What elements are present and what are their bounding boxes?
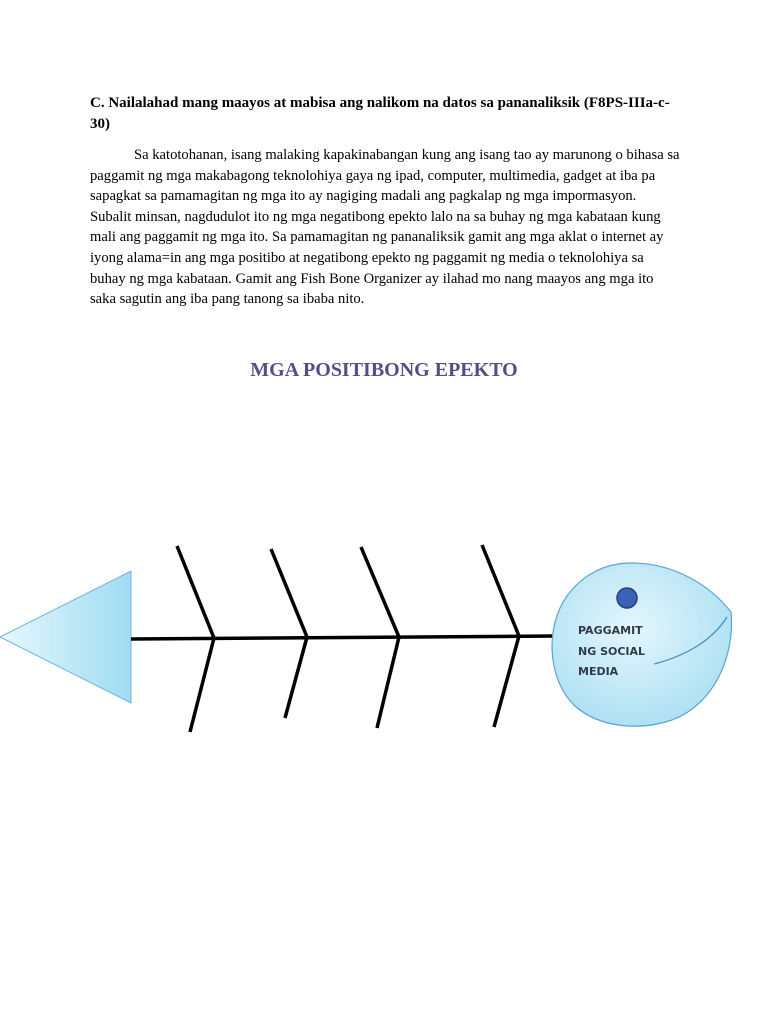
activity-heading: C. Nailalahad mang maayos at mabisa ang nalikom na datos sa pananaliksik (F8PS-IIIa-c-30) bbox=[90, 95, 670, 132]
instruction-paragraph: Sa katotohanan, isang malaking kapakinabangan kung ang isang tao ay marunong o bihasa sa paggamit ng mga makabagong teknolohiya gaya ng ipad, computer, multimedia, gadget at iba pa sapagkat sa pamamagitan ng mga ito ay nagiging madali ang pagkalap ng mga impormasyon. Subalit minsan, nagdudulot ito ng mga negatibong epekto lalo na sa buhay ng mga kabataan kung mali ang paggamit ng mga ito. Sa pamamagitan ng pananaliksik gamit ang mga aklat o internet ay iyong alama=in ang mga positibo at negatibong epekto ng paggamit ng media o teknolohiya sa buhay ng mga kabataan. Gamit ang Fish Bone Organizer ay ilahad mo nang maayos ang mga ito saka sagutin ang iba pang tanong sa ibaba nito. bbox=[90, 147, 680, 308]
head-label-line-1: PAGGAMIT bbox=[578, 624, 643, 637]
fish-eye bbox=[617, 588, 637, 608]
upper-bone-1 bbox=[177, 546, 214, 638]
head-label-line-2: NG SOCIAL bbox=[578, 645, 646, 658]
lower-bone-4 bbox=[494, 636, 519, 727]
fish-spine bbox=[131, 636, 556, 639]
upper-bone-2 bbox=[271, 549, 307, 637]
upper-bone-4 bbox=[482, 545, 519, 636]
fish-tail bbox=[0, 571, 131, 703]
fishbone-organizer bbox=[0, 530, 768, 740]
head-label-line-3: MEDIA bbox=[578, 665, 619, 678]
lower-bone-2 bbox=[285, 637, 307, 718]
section-title: MGA POSITIBONG EPEKTO bbox=[250, 359, 518, 381]
lower-bone-3 bbox=[377, 637, 399, 728]
lower-bone-1 bbox=[190, 638, 214, 732]
upper-bone-3 bbox=[361, 547, 399, 637]
